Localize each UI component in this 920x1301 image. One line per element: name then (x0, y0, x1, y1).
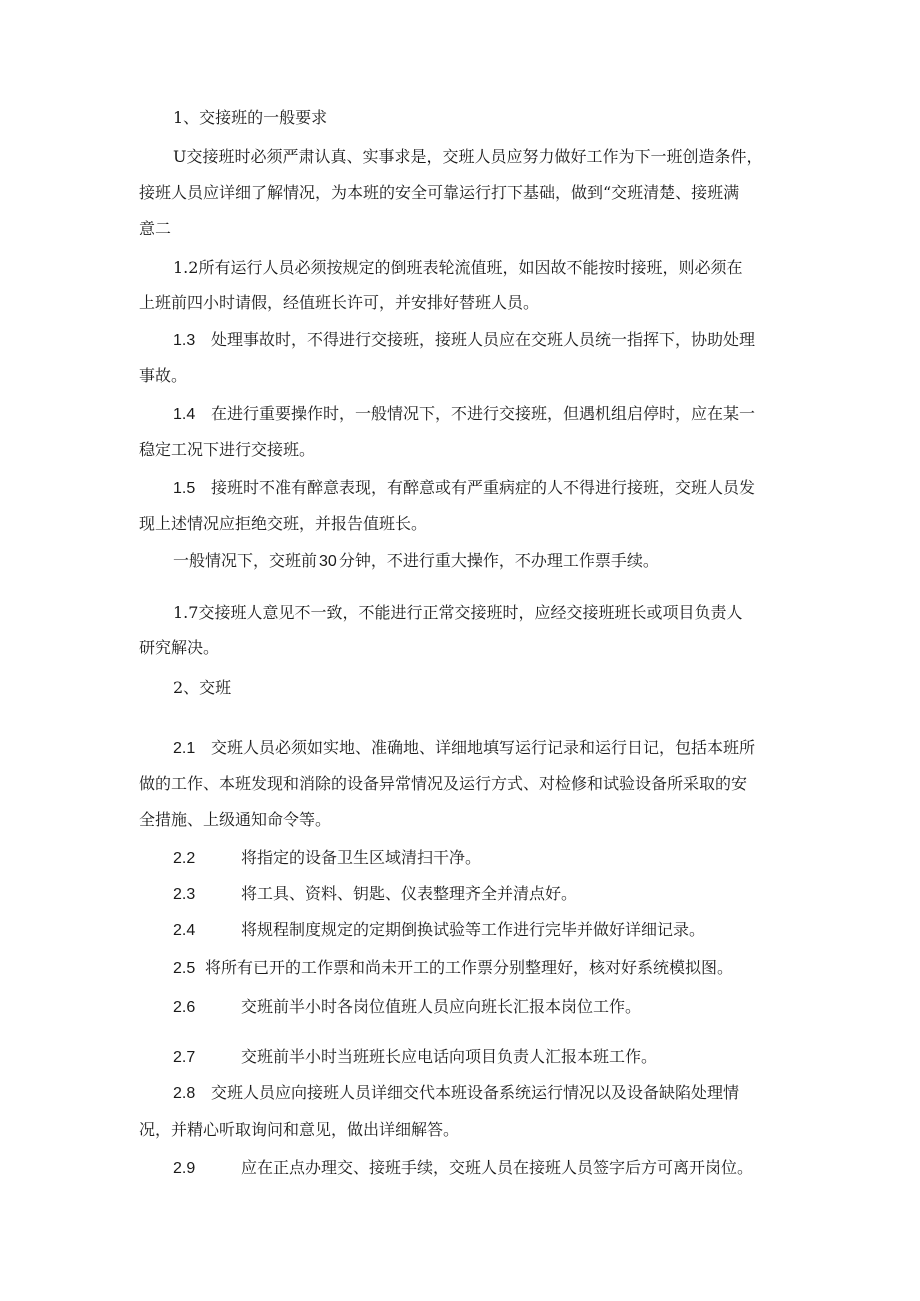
para-2-8-number: 2.8 (173, 1085, 196, 1102)
para-1-6-minutes: 30 (319, 553, 337, 570)
para-2-3 (173, 884, 577, 905)
para-2-3-number: 2.3 (173, 886, 196, 903)
para-2-7 (173, 1047, 657, 1068)
para-2-3-text: 将工具、资料、钥匙、仪表整理齐全并清点好。 (241, 884, 578, 903)
para-2-8-text: 交班人员应向接班人员详细交代本班设备系统运行情况以及设备缺陷处理情 (211, 1083, 740, 1102)
para-2-8-line-2: 况，并精心听取询问和意见，做出详细解答。 (139, 1120, 460, 1139)
para-1-5-line-1 (173, 478, 755, 499)
para-2-4 (173, 920, 705, 941)
para-1-6-text-c: 分钟，不进行重大操作，不办理工作票手续。 (338, 551, 659, 570)
para-1-4-line-1 (173, 404, 755, 425)
para-2-5 (173, 958, 733, 979)
para-2-1-line-1 (173, 738, 755, 759)
para-1-1-line-2: 接班人员应详细了解情况，为本班的安全可靠运行打下基础，做到“交班清楚、接班满 (139, 183, 740, 202)
para-2-1-line-2: 做的工作、本班发现和消除的设备异常情况及运行方式、对检修和试验设备所采取的安 (139, 774, 748, 793)
para-2-7-text: 交班前半小时当班班长应电话向项目负责人汇报本班工作。 (241, 1047, 658, 1066)
para-1-3-line-2: 事故。 (139, 366, 188, 385)
para-2-4-number: 2.4 (173, 922, 196, 939)
para-2-2-number: 2.2 (173, 850, 196, 867)
para-1-5-line-2: 现上述情况应拒绝交班，并报告值班长。 (139, 514, 428, 533)
para-2-6-number: 2.6 (173, 999, 196, 1016)
para-1-1-line-3: 意二 (139, 219, 172, 238)
para-1-1-line-1: U交接班时必须严肃认真、实事求是，交班人员应努力做好工作为下一班创造条件， (173, 147, 763, 166)
para-2-1-text: 交班人员必须如实地、准确地、详细地填写运行记录和运行日记，包括本班所 (211, 738, 756, 757)
para-1-5-text: 接班时不准有醉意表现，有醉意或有严重病症的人不得进行接班，交班人员发 (211, 478, 756, 497)
para-1-6 (173, 551, 659, 572)
para-2-6-text: 交班前半小时各岗位值班人员应向班长汇报本岗位工作。 (241, 997, 642, 1016)
section-2-heading: 2、交班 (173, 678, 232, 697)
para-2-7-number: 2.7 (173, 1049, 196, 1066)
para-1-4-line-2: 稳定工况下进行交接班。 (139, 440, 316, 459)
para-1-7-line-2: 研究解决。 (139, 638, 220, 657)
para-2-2-text: 将指定的设备卫生区域清扫干净。 (241, 848, 482, 867)
para-1-6-text-a: 一般情况下，交班前 (173, 551, 318, 570)
para-2-5-number: 2.5 (173, 960, 196, 977)
para-1-4-text: 在进行重要操作时，一般情况下，不进行交接班，但遇机组启停时，应在某一 (211, 404, 756, 423)
para-1-2-line-2: 上班前四小时请假，经值班长许可，并安排好替班人员。 (139, 293, 540, 312)
para-1-4-number: 1.4 (173, 406, 196, 423)
para-2-9-text: 应在正点办理交、接班手续，交班人员在接班人员签字后方可离开岗位。 (241, 1158, 754, 1177)
para-2-9 (173, 1158, 753, 1179)
para-2-9-number: 2.9 (173, 1160, 196, 1177)
para-1-3-text: 处理事故时，不得进行交接班，接班人员应在交班人员统一指挥下，协助处理 (211, 330, 756, 349)
para-1-3-line-1 (173, 330, 755, 351)
para-2-5-text: 将所有已开的工作票和尚未开工的工作票分别整理好，核对好系统模拟图。 (205, 958, 734, 977)
para-1-7-line-1: 1.7交接班人意见不一致，不能进行正常交接班时，应经交接班班长或项目负责人 (173, 603, 743, 622)
para-1-2-line-1: 1.2所有运行人员必须按规定的倒班表轮流值班，如因故不能按时接班，则必须在 (173, 258, 743, 277)
para-2-1-number: 2.1 (173, 740, 196, 757)
para-1-3-number: 1.3 (173, 332, 196, 349)
para-1-5-number: 1.5 (173, 480, 196, 497)
section-1-heading: 1、交接班的一般要求 (173, 108, 328, 127)
para-2-8-line-1 (173, 1083, 739, 1104)
para-2-1-line-3: 全措施、上级通知命令等。 (139, 810, 332, 829)
para-2-6 (173, 997, 641, 1018)
para-2-2 (173, 848, 481, 869)
para-2-4-text: 将规程制度规定的定期倒换试验等工作进行完毕并做好详细记录。 (241, 920, 706, 939)
